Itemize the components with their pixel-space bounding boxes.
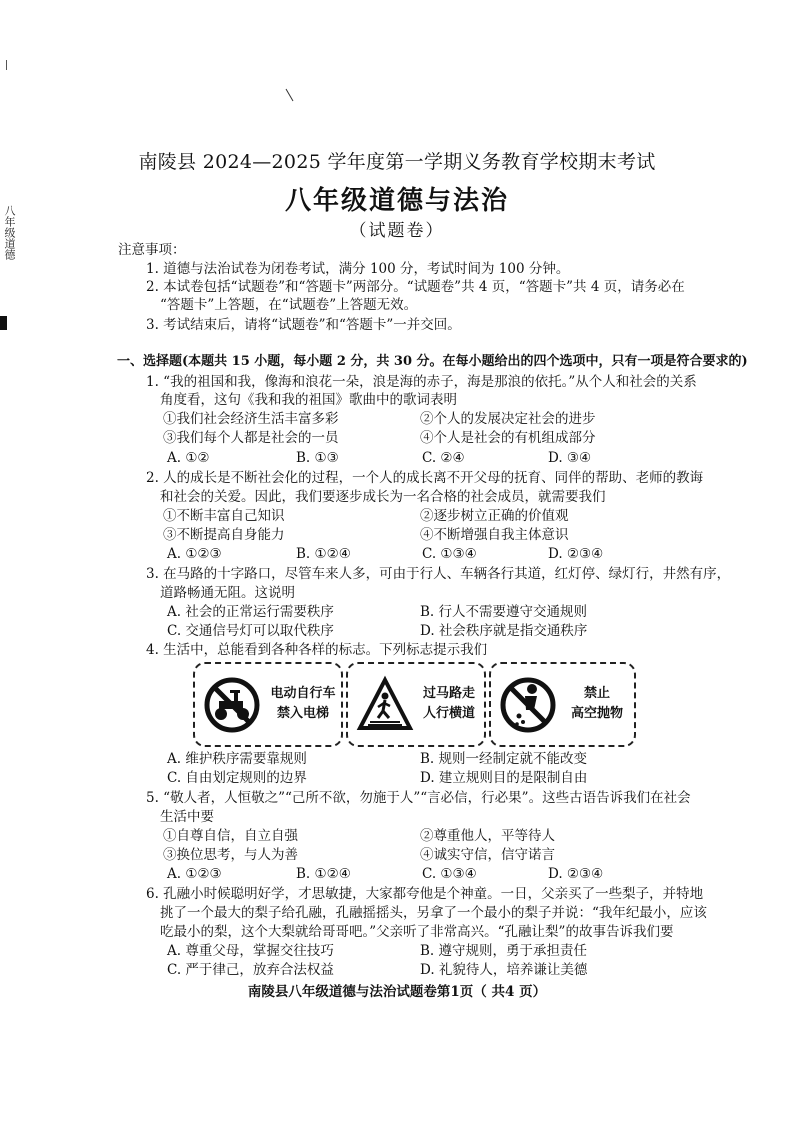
question-5-stem: 5. “敬人者，人恒敬之”“己所不欲，勿施于人”“言必信，行必果”。这些古语告诉我们在社会 — [146, 790, 691, 806]
question-3-choice: A. 社会的正常运行需要秩序 — [167, 604, 334, 620]
question-1-stem: 角度看，这句《我和我的祖国》歌曲中的歌词表明 — [160, 392, 457, 408]
question-3-choice: C. 交通信号灯可以取代秩序 — [167, 623, 334, 639]
question-3-choice: B. 行人不需要遵守交通规则 — [420, 604, 588, 620]
note-item: 2. 本试卷包括“试题卷”和“答题卡”两部分。“试题卷”共 4 页，“答题卡”共 4 页，请务必在 — [146, 279, 685, 295]
question-4-choice: D. 建立规则目的是限制自由 — [420, 770, 588, 786]
sign-ebike-line1: 电动自行车 — [270, 686, 336, 701]
question-5-option: ②尊重他人，平等待人 — [420, 828, 555, 844]
sign-crosswalk-line2: 人行横道 — [422, 706, 475, 721]
question-3-stem: 3. 在马路的十字路口，尽管车来人多，可由于行人、车辆各行其道，红灯停、绿灯行，井然有序， — [146, 566, 731, 582]
question-4-choice: C. 自由划定规则的边界 — [167, 770, 307, 786]
question-3-stem: 道路畅通无阻。这说明 — [160, 585, 295, 601]
question-1-choice: B. ①③ — [296, 450, 339, 466]
question-1-option: ②个人的发展决定社会的进步 — [420, 411, 596, 427]
scan-tick — [6, 60, 7, 70]
question-5-option: ③换位思考，与人为善 — [163, 847, 298, 863]
question-5-choice: A. ①②③ — [167, 866, 222, 882]
note-item: 1. 道德与法治试卷为闭卷考试，满分 100 分，考试时间为 100 分钟。 — [146, 261, 570, 277]
note-item: 3. 考试结束后，请将“试题卷”和“答题卡”一并交回。 — [146, 317, 461, 333]
note-item: “答题卡”上答题，在“试题卷”上答题无效。 — [160, 297, 418, 313]
no-throwing-icon — [499, 674, 557, 736]
question-2-option: ③不断提高自身能力 — [163, 527, 285, 543]
question-2-stem: 2. 人的成长是不断社会化的过程，一个人的成长离不开父母的抚育、同伴的帮助、老师的教诲 — [146, 470, 704, 486]
binding-side-label: 八年级道德 — [3, 205, 16, 260]
question-6-stem: 吃最小的梨，这个大梨就给哥哥吧。”父亲听了非常高兴。“孔融让梨”的故事告诉我们要 — [160, 924, 674, 940]
page-footer: 南陵县八年级道德与法治试题卷第1页（ 共4 页） — [247, 984, 547, 1000]
question-2-choice: C. ①③④ — [422, 546, 477, 562]
question-5-choice: D. ②③④ — [548, 866, 604, 882]
sign-panel — [193, 662, 636, 749]
question-6-choice: B. 遵守规则，勇于承担责任 — [420, 943, 588, 959]
binding-mark — [0, 316, 7, 330]
sign-no-throwing-line1: 禁止 — [583, 686, 610, 701]
question-5-stem: 生活中要 — [160, 809, 214, 825]
question-2-choice: D. ②③④ — [548, 546, 604, 562]
question-6-choice: A. 尊重父母，掌握交往技巧 — [167, 943, 334, 959]
paper-type: （试题卷） — [349, 221, 445, 241]
section-heading: 一、选择题(本题共 15 小题，每小题 2 分，共 30 分。在每小题给出的四个选项中，只有一项是符合要求的) — [117, 354, 748, 369]
question-2-choice: B. ①②④ — [296, 546, 351, 562]
question-4-stem: 4. 生活中，总能看到各种各样的标志。下列标志提示我们 — [146, 642, 488, 658]
question-3-choice: D. 社会秩序就是指交通秩序 — [420, 623, 588, 639]
question-5-choice: B. ①②④ — [296, 866, 351, 882]
sign-crosswalk — [346, 662, 486, 747]
no-ebike-elevator-icon — [203, 674, 261, 736]
question-6-stem: 挑了一个最大的梨子给孔融，孔融摇摇头，另拿了一个最小的梨子并说：“我年纪最小，应该 — [160, 905, 707, 921]
question-6-choice: D. 礼貌待人，培养谦让美德 — [420, 962, 588, 978]
question-2-choice: A. ①②③ — [167, 546, 222, 562]
question-2-stem: 和社会的关爱。因此，我们要逐步成长为一名合格的社会成员，就需要我们 — [160, 489, 606, 505]
question-6-stem: 6. 孔融小时候聪明好学，才思敏捷，大家都夸他是个神童。一日，父亲买了一些梨子，并特地 — [146, 886, 704, 902]
question-4-choice: A. 维护秩序需要靠规则 — [167, 751, 307, 767]
sign-ebike — [193, 662, 343, 747]
question-1-choice: A. ①② — [167, 450, 210, 466]
question-4-choice: B. 规则一经制定就不能改变 — [420, 751, 588, 767]
scan-mark — [286, 89, 294, 102]
question-1-option: ③我们每个人都是社会的一员 — [163, 430, 339, 446]
sign-ebike-line2: 禁入电梯 — [276, 706, 329, 721]
question-5-option: ①自尊自信，自立自强 — [163, 828, 298, 844]
question-1-option: ①我们社会经济生活丰富多彩 — [163, 411, 339, 427]
question-5-choice: C. ①③④ — [422, 866, 477, 882]
notes-heading: 注意事项： — [118, 242, 186, 258]
sign-crosswalk-line1: 过马路走 — [422, 686, 475, 701]
pedestrian-crossing-icon — [356, 674, 414, 736]
sign-no-throwing-line2: 高空抛物 — [570, 706, 623, 721]
question-5-option: ④诚实守信，信守诺言 — [420, 847, 555, 863]
sign-no-throwing — [489, 662, 636, 747]
exam-title: 南陵县 2024—2025 学年度第一学期义务教育学校期末考试 — [138, 151, 656, 173]
question-1-stem: 1. “我的祖国和我，像海和浪花一朵，浪是海的赤子，海是那浪的依托。”从个人和社会的关系 — [146, 374, 697, 390]
question-2-option: ①不断丰富自己知识 — [163, 508, 285, 524]
question-2-option: ②逐步树立正确的价值观 — [420, 508, 569, 524]
question-1-choice: D. ③④ — [548, 450, 592, 466]
question-1-option: ④个人是社会的有机组成部分 — [420, 430, 596, 446]
subject-title: 八年级道德与法治 — [284, 186, 509, 216]
question-6-choice: C. 严于律己，放弃合法权益 — [167, 962, 334, 978]
question-1-choice: C. ②④ — [422, 450, 465, 466]
question-2-option: ④不断增强自我主体意识 — [420, 527, 569, 543]
